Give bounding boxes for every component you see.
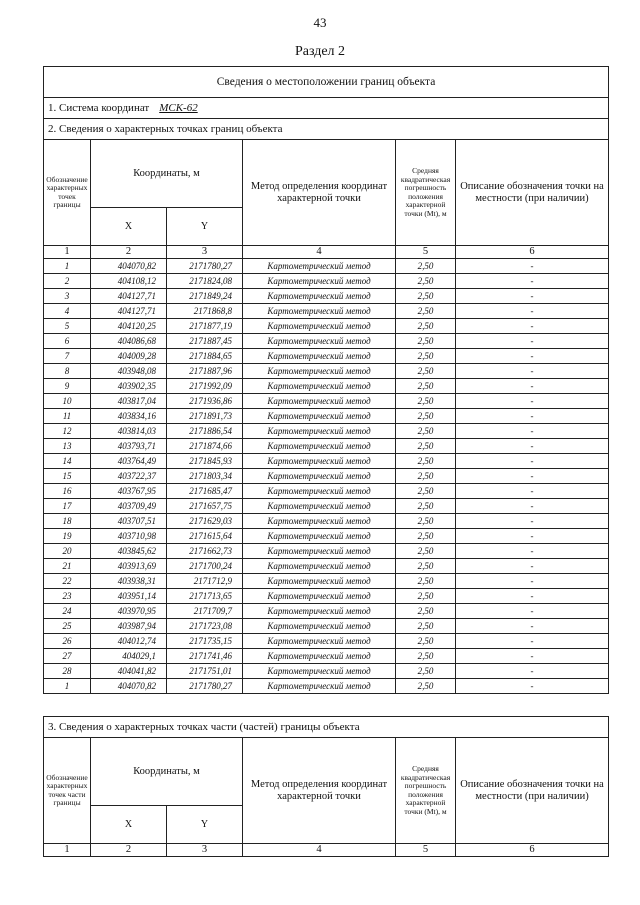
column-number: 1 (44, 246, 91, 259)
method-cell: Картометрический метод (243, 349, 396, 364)
description-cell: - (456, 469, 609, 484)
table-row (44, 349, 609, 364)
table-row (44, 679, 609, 694)
point-number-cell: 8 (44, 364, 91, 379)
table-row (44, 514, 609, 529)
description-cell: - (456, 604, 609, 619)
header-method: Метод определения координат характерной точки (243, 738, 396, 844)
column-number: 2 (91, 844, 167, 857)
point-number-cell: 3 (44, 289, 91, 304)
table-row (44, 499, 609, 514)
x-coordinate-cell: 404012,74 (91, 634, 167, 649)
column-number: 3 (167, 246, 243, 259)
description-cell: - (456, 664, 609, 679)
rmse-cell: 2,50 (396, 499, 456, 514)
y-coordinate-cell: 2171700,24 (167, 559, 243, 574)
rmse-cell: 2,50 (396, 649, 456, 664)
point-number-cell: 2 (44, 274, 91, 289)
method-cell: Картометрический метод (243, 559, 396, 574)
y-coordinate-cell: 2171874,66 (167, 439, 243, 454)
description-cell: - (456, 289, 609, 304)
x-coordinate-cell: 404120,25 (91, 319, 167, 334)
column-number: 4 (243, 246, 396, 259)
description-cell: - (456, 679, 609, 694)
method-cell: Картометрический метод (243, 634, 396, 649)
x-coordinate-cell: 403707,51 (91, 514, 167, 529)
description-cell: - (456, 634, 609, 649)
header-coordinates: Координаты, м (91, 140, 243, 208)
description-cell: - (456, 574, 609, 589)
x-coordinate-cell: 403709,49 (91, 499, 167, 514)
table-row (44, 424, 609, 439)
description-cell: - (456, 379, 609, 394)
x-coordinate-cell: 403948,08 (91, 364, 167, 379)
table-row (44, 319, 609, 334)
table-row (44, 439, 609, 454)
rmse-cell: 2,50 (396, 469, 456, 484)
description-cell: - (456, 424, 609, 439)
column-number: 5 (396, 844, 456, 857)
rmse-cell: 2,50 (396, 289, 456, 304)
table-row (44, 364, 609, 379)
point-number-cell: 18 (44, 514, 91, 529)
description-cell: - (456, 349, 609, 364)
x-coordinate-cell: 404029,1 (91, 649, 167, 664)
header-y: Y (167, 208, 243, 246)
method-cell: Картометрический метод (243, 274, 396, 289)
point-number-cell: 1 (44, 259, 91, 274)
method-cell: Картометрический метод (243, 469, 396, 484)
rmse-cell: 2,50 (396, 529, 456, 544)
method-cell: Картометрический метод (243, 304, 396, 319)
x-coordinate-cell: 403764,49 (91, 454, 167, 469)
y-coordinate-cell: 2171685,47 (167, 484, 243, 499)
table-row (44, 619, 609, 634)
rmse-cell: 2,50 (396, 484, 456, 499)
boundary-table (43, 66, 609, 694)
rmse-cell: 2,50 (396, 409, 456, 424)
description-cell: - (456, 409, 609, 424)
x-coordinate-cell: 403722,37 (91, 469, 167, 484)
table-row (44, 589, 609, 604)
x-coordinate-cell: 403913,69 (91, 559, 167, 574)
point-number-cell: 6 (44, 334, 91, 349)
y-coordinate-cell: 2171780,27 (167, 679, 243, 694)
point-number-cell: 25 (44, 619, 91, 634)
y-coordinate-cell: 2171891,73 (167, 409, 243, 424)
y-coordinate-cell: 2171709,7 (167, 604, 243, 619)
header-y: Y (167, 806, 243, 844)
y-coordinate-cell: 2171887,96 (167, 364, 243, 379)
description-cell: - (456, 544, 609, 559)
description-cell: - (456, 619, 609, 634)
rmse-cell: 2,50 (396, 664, 456, 679)
point-number-cell: 26 (44, 634, 91, 649)
coord-system-label: 1. Система координат (48, 102, 150, 114)
section-title: Раздел 2 (294, 44, 346, 59)
point-number-cell: 10 (44, 394, 91, 409)
description-cell: - (456, 589, 609, 604)
x-coordinate-cell: 403817,04 (91, 394, 167, 409)
point-number-cell: 1 (44, 679, 91, 694)
x-coordinate-cell: 404086,68 (91, 334, 167, 349)
column-number: 6 (456, 246, 609, 259)
x-coordinate-cell: 404127,71 (91, 289, 167, 304)
y-coordinate-cell: 2171887,45 (167, 334, 243, 349)
method-cell: Картометрический метод (243, 259, 396, 274)
point-number-cell: 5 (44, 319, 91, 334)
page-number: 43 (313, 15, 327, 30)
rmse-cell: 2,50 (396, 394, 456, 409)
x-coordinate-cell: 404070,82 (91, 679, 167, 694)
method-cell: Картометрический метод (243, 394, 396, 409)
column-number: 6 (456, 844, 609, 857)
point-number-cell: 13 (44, 439, 91, 454)
table-row (44, 409, 609, 424)
y-coordinate-cell: 2171662,73 (167, 544, 243, 559)
rmse-cell: 2,50 (396, 634, 456, 649)
y-coordinate-cell: 2171629,03 (167, 514, 243, 529)
method-cell: Картометрический метод (243, 664, 396, 679)
point-number-cell: 7 (44, 349, 91, 364)
y-coordinate-cell: 2171780,27 (167, 259, 243, 274)
point-number-cell: 28 (44, 664, 91, 679)
x-coordinate-cell: 404070,82 (91, 259, 167, 274)
header-x: X (91, 806, 167, 844)
y-coordinate-cell: 2171657,75 (167, 499, 243, 514)
description-cell: - (456, 304, 609, 319)
x-coordinate-cell: 403951,14 (91, 589, 167, 604)
y-coordinate-cell: 2171712,9 (167, 574, 243, 589)
header-rmse: Средняя квадратическая погрешность положения характерной точки (Mt), м (396, 738, 456, 844)
method-cell: Картометрический метод (243, 604, 396, 619)
description-cell: - (456, 649, 609, 664)
table-row (44, 484, 609, 499)
header-description: Описание обозначения точки на местности (при наличии) (456, 140, 609, 246)
table-row (44, 289, 609, 304)
method-cell: Картометрический метод (243, 514, 396, 529)
x-coordinate-cell: 404127,71 (91, 304, 167, 319)
point-number-cell: 16 (44, 484, 91, 499)
y-coordinate-cell: 2171824,08 (167, 274, 243, 289)
rmse-cell: 2,50 (396, 319, 456, 334)
table-row (44, 304, 609, 319)
x-coordinate-cell: 403902,35 (91, 379, 167, 394)
point-number-cell: 27 (44, 649, 91, 664)
description-cell: - (456, 529, 609, 544)
y-coordinate-cell: 2171936,86 (167, 394, 243, 409)
rmse-cell: 2,50 (396, 379, 456, 394)
table-row (44, 454, 609, 469)
x-coordinate-cell: 404108,12 (91, 274, 167, 289)
method-cell: Картометрический метод (243, 379, 396, 394)
y-coordinate-cell: 2171615,64 (167, 529, 243, 544)
point-number-cell: 17 (44, 499, 91, 514)
table-row (44, 394, 609, 409)
header-rmse: Средняя квадратическая погрешность положения характерной точки (Mt), м (396, 140, 456, 246)
x-coordinate-cell: 404041,82 (91, 664, 167, 679)
method-cell: Картометрический метод (243, 409, 396, 424)
table-row (44, 259, 609, 274)
method-cell: Картометрический метод (243, 649, 396, 664)
description-cell: - (456, 514, 609, 529)
rmse-cell: 2,50 (396, 589, 456, 604)
method-cell: Картометрический метод (243, 289, 396, 304)
rmse-cell: 2,50 (396, 259, 456, 274)
point-number-cell: 4 (44, 304, 91, 319)
rmse-cell: 2,50 (396, 304, 456, 319)
rmse-cell: 2,50 (396, 619, 456, 634)
y-coordinate-cell: 2171803,34 (167, 469, 243, 484)
method-cell: Картометрический метод (243, 319, 396, 334)
point-number-cell: 14 (44, 454, 91, 469)
x-coordinate-cell: 403767,95 (91, 484, 167, 499)
y-coordinate-cell: 2171868,8 (167, 304, 243, 319)
y-coordinate-cell: 2171741,46 (167, 649, 243, 664)
header-method: Метод определения координат характерной точки (243, 140, 396, 246)
y-coordinate-cell: 2171713,65 (167, 589, 243, 604)
description-cell: - (456, 319, 609, 334)
y-coordinate-cell: 2171735,15 (167, 634, 243, 649)
method-cell: Картометрический метод (243, 544, 396, 559)
rmse-cell: 2,50 (396, 364, 456, 379)
table-row (44, 334, 609, 349)
table-row (44, 574, 609, 589)
rmse-cell: 2,50 (396, 604, 456, 619)
description-cell: - (456, 454, 609, 469)
description-cell: - (456, 559, 609, 574)
column-number: 2 (91, 246, 167, 259)
column-number: 5 (396, 246, 456, 259)
column-number-row (44, 844, 609, 857)
table-row (44, 469, 609, 484)
point-number-cell: 19 (44, 529, 91, 544)
x-coordinate-cell: 403987,94 (91, 619, 167, 634)
description-cell: - (456, 484, 609, 499)
method-cell: Картометрический метод (243, 499, 396, 514)
description-cell: - (456, 274, 609, 289)
y-coordinate-cell: 2171886,54 (167, 424, 243, 439)
rmse-cell: 2,50 (396, 574, 456, 589)
x-coordinate-cell: 403710,98 (91, 529, 167, 544)
section3-label: 3. Сведения о характерных точках части (частей) границы объекта (44, 717, 609, 738)
rmse-cell: 2,50 (396, 424, 456, 439)
point-number-cell: 24 (44, 604, 91, 619)
point-number-cell: 23 (44, 589, 91, 604)
method-cell: Картометрический метод (243, 484, 396, 499)
table-row (44, 604, 609, 619)
x-coordinate-cell: 403845,62 (91, 544, 167, 559)
y-coordinate-cell: 2171723,08 (167, 619, 243, 634)
x-coordinate-cell: 403814,03 (91, 424, 167, 439)
description-cell: - (456, 334, 609, 349)
method-cell: Картометрический метод (243, 334, 396, 349)
table-row (44, 379, 609, 394)
description-cell: - (456, 439, 609, 454)
y-coordinate-cell: 2171877,19 (167, 319, 243, 334)
method-cell: Картометрический метод (243, 454, 396, 469)
rmse-cell: 2,50 (396, 274, 456, 289)
header-coordinates: Координаты, м (91, 738, 243, 806)
method-cell: Картометрический метод (243, 364, 396, 379)
rmse-cell: 2,50 (396, 454, 456, 469)
rmse-cell: 2,50 (396, 544, 456, 559)
point-number-cell: 20 (44, 544, 91, 559)
rmse-cell: 2,50 (396, 439, 456, 454)
method-cell: Картометрический метод (243, 424, 396, 439)
point-number-cell: 22 (44, 574, 91, 589)
x-coordinate-cell: 403970,95 (91, 604, 167, 619)
part-boundary-table (43, 716, 609, 857)
description-cell: - (456, 394, 609, 409)
method-cell: Картометрический метод (243, 589, 396, 604)
x-coordinate-cell: 404009,28 (91, 349, 167, 364)
x-coordinate-cell: 403834,16 (91, 409, 167, 424)
method-cell: Картометрический метод (243, 529, 396, 544)
rmse-cell: 2,50 (396, 349, 456, 364)
column-number-row (44, 246, 609, 259)
point-number-cell: 12 (44, 424, 91, 439)
table-row (44, 529, 609, 544)
description-cell: - (456, 364, 609, 379)
table-row (44, 634, 609, 649)
header-x: X (91, 208, 167, 246)
column-number: 3 (167, 844, 243, 857)
point-number-cell: 11 (44, 409, 91, 424)
y-coordinate-cell: 2171845,93 (167, 454, 243, 469)
method-cell: Картометрический метод (243, 619, 396, 634)
column-number: 1 (44, 844, 91, 857)
method-cell: Картометрический метод (243, 679, 396, 694)
y-coordinate-cell: 2171884,65 (167, 349, 243, 364)
y-coordinate-cell: 2171751,01 (167, 664, 243, 679)
rmse-cell: 2,50 (396, 514, 456, 529)
section2-label: 2. Сведения о характерных точках границ объекта (44, 119, 609, 140)
method-cell: Картометрический метод (243, 574, 396, 589)
coord-system-value: МСК-62 (159, 102, 198, 114)
point-number-cell: 15 (44, 469, 91, 484)
y-coordinate-cell: 2171992,09 (167, 379, 243, 394)
description-cell: - (456, 259, 609, 274)
column-number: 4 (243, 844, 396, 857)
header-point-designation-part: Обозначение характерных точек части границы (44, 738, 91, 844)
x-coordinate-cell: 403793,71 (91, 439, 167, 454)
y-coordinate-cell: 2171849,24 (167, 289, 243, 304)
table-row (44, 559, 609, 574)
header-point-designation: Обозначение характерных точек границы (44, 140, 91, 246)
header-description: Описание обозначения точки на местности (при наличии) (456, 738, 609, 844)
rmse-cell: 2,50 (396, 679, 456, 694)
description-cell: - (456, 499, 609, 514)
table-row (44, 664, 609, 679)
rmse-cell: 2,50 (396, 559, 456, 574)
point-number-cell: 21 (44, 559, 91, 574)
table-title: Сведения о местоположении границ объекта (44, 67, 609, 98)
x-coordinate-cell: 403938,31 (91, 574, 167, 589)
rmse-cell: 2,50 (396, 334, 456, 349)
coord-system-row (44, 98, 609, 119)
table-row (44, 274, 609, 289)
table-row (44, 544, 609, 559)
table-row (44, 649, 609, 664)
method-cell: Картометрический метод (243, 439, 396, 454)
point-number-cell: 9 (44, 379, 91, 394)
